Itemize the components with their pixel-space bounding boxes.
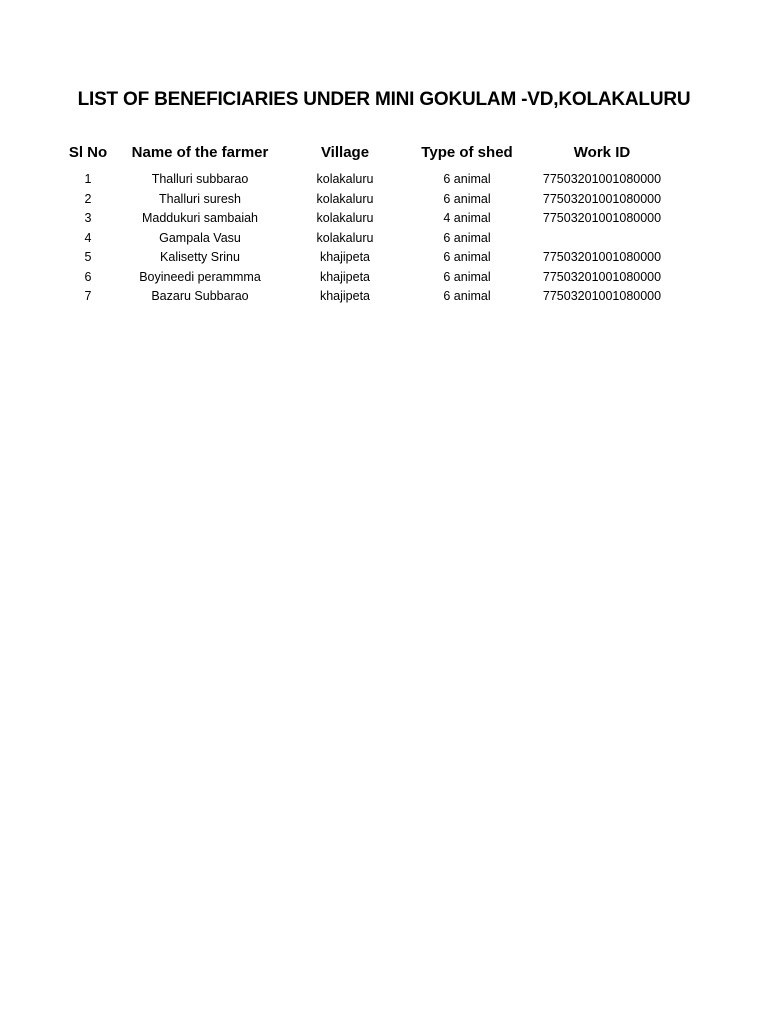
header-farmer-name: Name of the farmer bbox=[131, 143, 269, 161]
cell-work-id: 77503201001080000 bbox=[542, 289, 662, 303]
cell-farmer-name: Thalluri suresh bbox=[159, 191, 241, 206]
document-title: LIST OF BENEFICIARIES UNDER MINI GOKULAM -VD,KOLAKALURU bbox=[77, 89, 691, 110]
cell-village: kolakaluru bbox=[316, 191, 374, 206]
cell-work-id: 77503201001080000 bbox=[542, 191, 662, 206]
cell-sl-no: 2 bbox=[84, 191, 92, 206]
table-body bbox=[48, 170, 688, 307]
cell-sl-no: 6 bbox=[84, 269, 92, 284]
cell-work-id: 77503201001080000 bbox=[542, 211, 662, 225]
cell-work-id bbox=[516, 229, 688, 249]
cell-work-id: 77503201001080000 bbox=[542, 269, 662, 284]
cell-shed-type: 6 animal bbox=[443, 191, 491, 206]
cell-village: khajipeta bbox=[319, 250, 371, 264]
table-row bbox=[48, 190, 688, 210]
cell-farmer-name: Maddukuri sambaiah bbox=[141, 211, 259, 225]
cell-shed-type: 6 animal bbox=[443, 172, 491, 186]
cell-farmer-name: Thalluri subbarao bbox=[151, 172, 249, 186]
header-sl-no: Sl No bbox=[68, 143, 108, 161]
table-row bbox=[48, 248, 688, 268]
cell-shed-type: 6 animal bbox=[443, 230, 491, 245]
cell-sl-no: 7 bbox=[84, 289, 92, 303]
cell-village: kolakaluru bbox=[316, 172, 374, 186]
cell-farmer-name: Gampala Vasu bbox=[159, 230, 241, 245]
cell-village: khajipeta bbox=[319, 269, 371, 284]
cell-work-id: 77503201001080000 bbox=[542, 172, 662, 186]
header-work-id: Work ID bbox=[573, 143, 631, 161]
cell-sl-no: 3 bbox=[84, 211, 92, 225]
table-row bbox=[48, 209, 688, 229]
table-row bbox=[48, 229, 688, 249]
header-shed-type: Type of shed bbox=[421, 143, 513, 161]
cell-sl-no: 5 bbox=[84, 250, 92, 264]
cell-sl-no: 1 bbox=[84, 172, 92, 186]
cell-shed-type: 6 animal bbox=[443, 269, 491, 284]
cell-sl-no: 4 bbox=[84, 230, 92, 245]
table-header-row bbox=[48, 140, 688, 170]
cell-work-id: 77503201001080000 bbox=[542, 250, 662, 264]
cell-shed-type: 6 animal bbox=[443, 289, 491, 303]
header-village: Village bbox=[320, 143, 370, 161]
cell-shed-type: 6 animal bbox=[443, 250, 491, 264]
cell-village: kolakaluru bbox=[316, 211, 374, 225]
beneficiaries-table bbox=[48, 140, 688, 307]
cell-farmer-name: Kalisetty Srinu bbox=[160, 250, 240, 264]
cell-village: khajipeta bbox=[319, 289, 371, 303]
table-row bbox=[48, 287, 688, 307]
table-row bbox=[48, 170, 688, 190]
cell-farmer-name: Bazaru Subbarao bbox=[151, 289, 249, 303]
table-row bbox=[48, 268, 688, 288]
cell-shed-type: 4 animal bbox=[443, 211, 491, 225]
cell-farmer-name: Boyineedi perammma bbox=[139, 269, 261, 284]
cell-village: kolakaluru bbox=[316, 230, 374, 245]
